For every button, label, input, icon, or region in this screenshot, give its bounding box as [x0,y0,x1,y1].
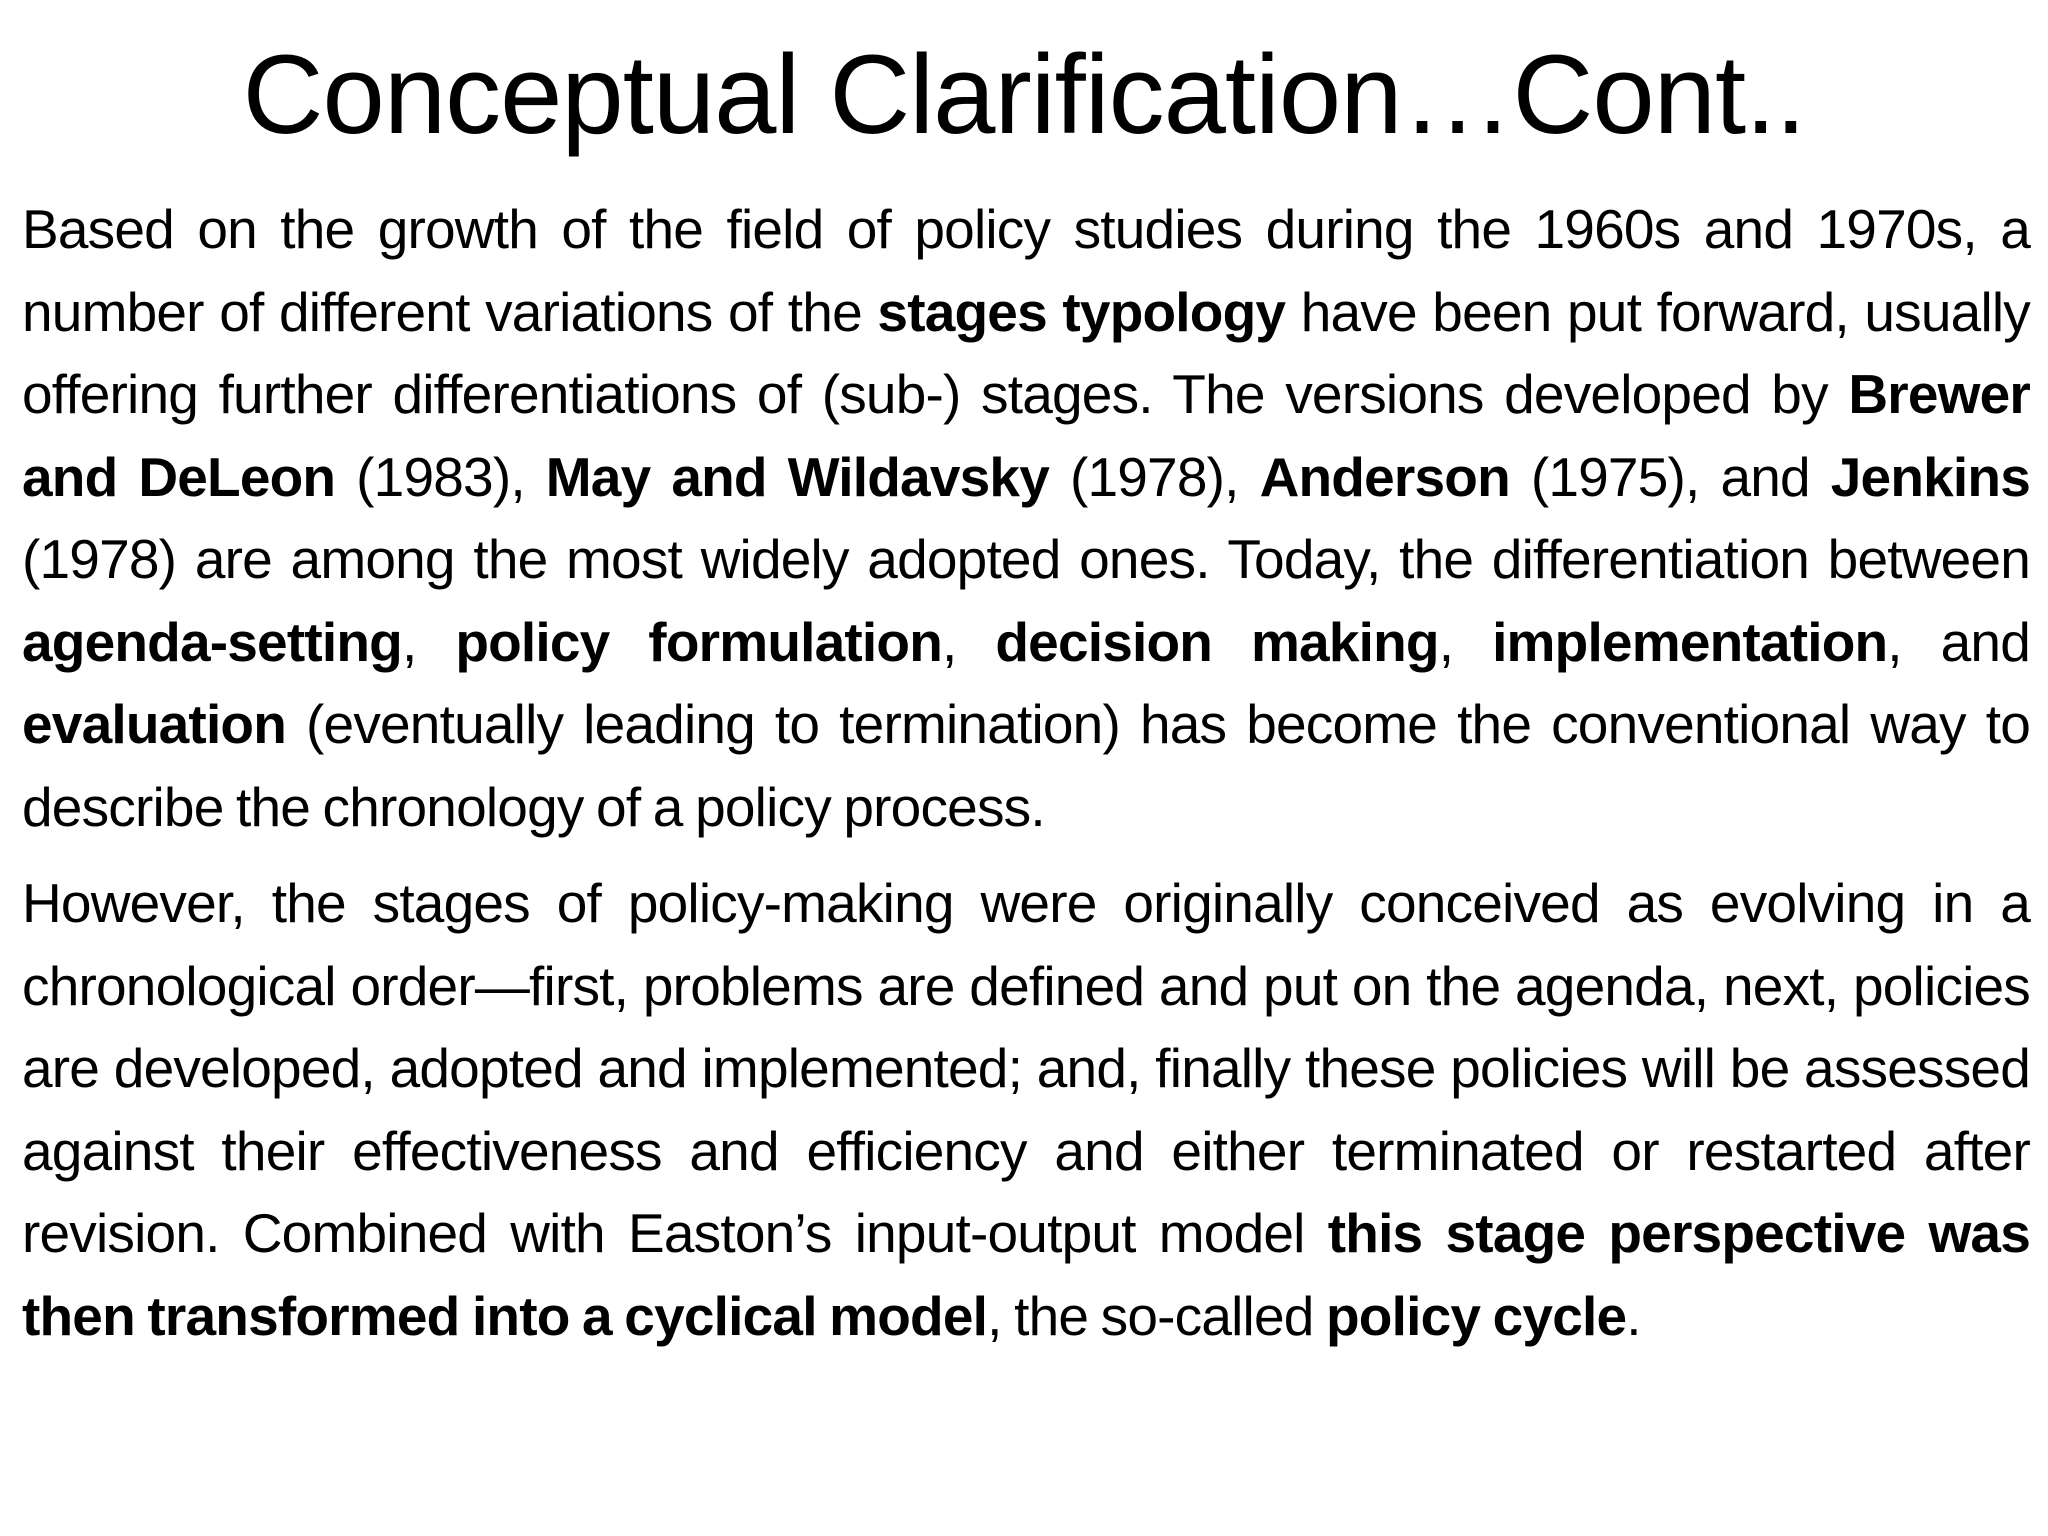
emphasis-text: stages typology [877,280,1286,343]
emphasis-text: implementation [1492,610,1888,673]
slide-title: Conceptual Clarification…Cont.. [242,32,1806,157]
emphasis-text: evaluation [22,693,287,755]
emphasis-text: agenda-setting [22,610,402,673]
emphasis-text: Jenkins [1830,445,2030,508]
emphasis-text: Anderson [1259,445,1510,508]
paragraph-stages-typology [22,188,2030,848]
emphasis-text: this stage perspective was then transformed into a cyclical model [22,1202,2031,1347]
emphasis-text: policy formulation [455,610,942,673]
body-text: , [1438,610,1493,673]
body-text: However, the stages of policy-making were originally conceived as evolving in a chronological order—first, problems are defined and put on the agenda, next, policies are developed, adopted and implemented; and, finally these policies will be assessed against their effectiveness and efficiency and either terminated or restarted after revision. Combined with Easton’s input-output model [22,872,2030,1264]
body-text: (1978) are among the most widely adopted ones. Today, the differentiation between [22,528,2030,590]
body-text: , and [1887,610,2031,673]
body-text: (1975), and [1509,445,1831,508]
body-text: , the so-called [987,1284,1327,1347]
body-text: (eventually leading to termination) has become the conventional way to describe the chronology of a policy process. [22,693,2030,838]
emphasis-text: Brewer and DeLeon [22,363,2030,508]
emphasis-text: decision making [995,610,1439,673]
slide-body [22,188,2030,1357]
body-text: , [401,610,456,673]
emphasis-text: policy cycle [1326,1284,1627,1347]
paragraph-policy-cycle [22,862,2030,1357]
body-text: (1983), [335,445,546,508]
body-text: . [1626,1284,1641,1347]
body-text: (1978), [1049,445,1260,508]
body-text: , [942,610,996,673]
emphasis-text: May and Wildavsky [545,445,1049,508]
body-text: have been put forward, usually offering further differentiations of (sub-) stages. The versions developed by [22,280,2030,425]
body-text: Based on the growth of the field of policy studies during the 1960s and 1970s, a number of different variations of the [22,198,2030,343]
